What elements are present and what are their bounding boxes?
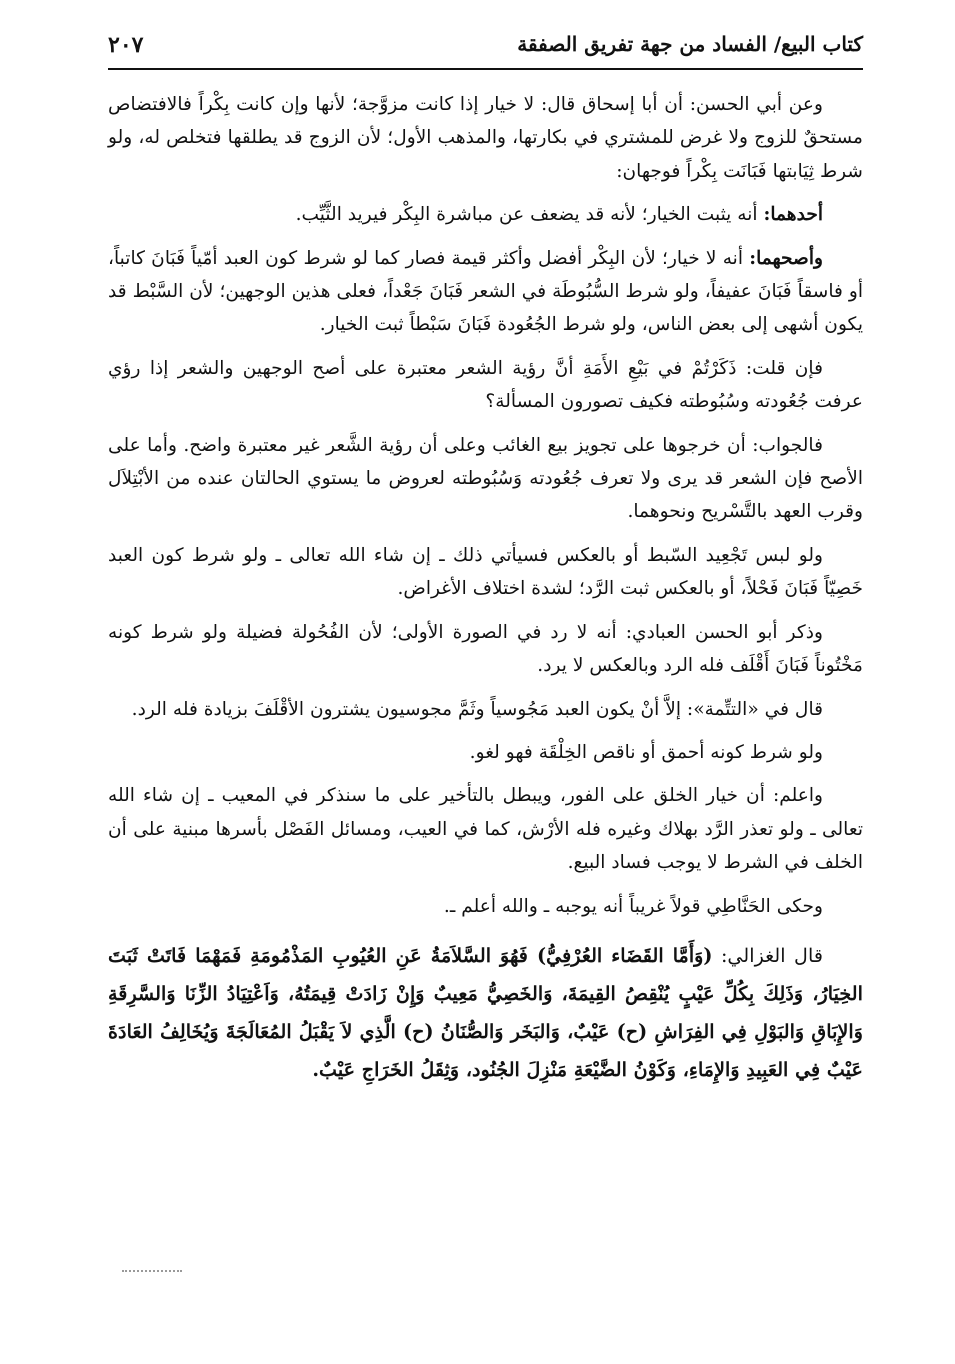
paragraph-11 (108, 890, 863, 923)
paragraph-5 (108, 429, 863, 529)
paragraph-lead: أحدهما: (763, 204, 823, 226)
paragraph-6 (108, 539, 863, 606)
footer-mark (122, 1270, 182, 1274)
paragraph-text: قال في «التتِّمة»: إلاَّ أنْ يكون العبد مَجُوسياً وثَمَّ مجوسيون يشترون الأقْلَفَ بزيادة فله الرد. (131, 698, 823, 720)
paragraph-text: أنه يثبت الخيار؛ لأنه قد يضعف عن مباشرة البِكْر فيريد الثَّيِّب. (295, 204, 764, 226)
page-body (108, 88, 863, 1099)
running-header (108, 28, 863, 70)
paragraph-9 (108, 736, 863, 769)
paragraph-3 (108, 242, 863, 342)
paragraph-lead: وأصحهما: (749, 247, 823, 269)
paragraph-2 (108, 198, 863, 231)
paragraph-7 (108, 616, 863, 683)
paragraph-4 (108, 352, 863, 419)
paragraph-text: ولو لبس تَجْعِيد السّبط أو بالعكس فسيأتي ذلك ـ إن شاء الله تعالى ـ ولو شرط كون العبد خَصِيّاً فَبَانَ فَحْلاً، أو بالعكس ثبت الرَّد؛ لشدة اختلاف الأغراض. (108, 544, 863, 600)
paragraph-text: وعن أبي الحسن: أن أبا إسحاق قال: لا خيار إذا كانت مزوَّجة؛ لأنها وإن كانت بِكْراً فالافتضاص مستحقٌ للزوج ولا غرض للمشتري في بكارتها، والمذهب الأول؛ لأن الزوج قد يطلقها فتخلص له، ولو شرط ثِيَابتها فَبَانَت بِكْراً فوجهان: (108, 94, 863, 182)
paragraph-text: وذكر أبو الحسن العبادي: أنه لا رد في الصورة الأولى؛ لأن الفُحُولة فضيلة ولو شرط كونه مَخْتُوناً فَبَانَ أَقْلَف فله الرد وبالعكس لا يرد. (108, 621, 863, 677)
paragraph-10 (108, 779, 863, 879)
quote-intro: قال الغزالي: (712, 943, 823, 967)
paragraph-text: فالجواب: أن خرجوها على تجويز بيع الغائب وعلى أن رؤية الشَّعر غير معتبرة واضح. وأما على الأصح فإن الشعر قد يرى ولا تعرف جُعُودته وَسُبُوطته لعروض ما يستوي الحالتان عنده من الأبْتِلاَل وقرب العهد بالتَّسْريح ونحوهما. (108, 434, 863, 523)
page-number: ٢٠٧ (108, 32, 144, 58)
running-title: كتاب البيع/ الفساد من جهة تفريق الصفقة (517, 32, 863, 56)
paragraph-text: أنه لا خيار؛ لأن البِكْر أفضل وأكثر قيمة فصار كما لو شرط كون العبد أمّياً فَبَانَ كاتباً، أو فاسقاً فَبَانَ عفيفاً، ولو شرط السُّبُوطَة في الشعر فَبَانَ جَعْداً، فعلى هذين الوجهين؛ لأن السَّبْط قد يكون أشهى إلى بعض الناس، ولو شرط الجُعُودة فَبَانَ سَبْطاً ثبت الخيار. (108, 247, 863, 336)
paragraph-8 (108, 693, 863, 726)
paragraph-text: فإن قلت: ذَكَرْتُمْ في بَيْعِ الأَمَةِ أنَّ رؤية الشعر معتبرة على أصح الوجهين والشعر إذا رؤي عرفت جُعُودته وسُبُوطته فكيف تصورون المسألة؟ (108, 357, 863, 413)
quote-text: (وَأَمَّا القَضَاء العُرْفِيُّ) فَهُوَ السَّلاَمَةُ عَنِ العُيُوبِ المَذْمُومَةِ فَمَهْمَا فَاتَتْ ثَبَتَ الخِيَارُ، وَذَلِكَ بِكُلِّ عَيْبٍ يُنْقِصُ القِيمَةَ، وَالخَصِيُّ مَعِيبٌ وَإِنْ زَادَتْ قِيمَتُهُ، وَاَعْتِيَادُ الزِّنَا وَالسَّرِقَةِ وَالإِبَاقِ وَالبَوْلِ فِي الفِرَاشِ (ح) عَيْبٌ، وَالبَخَر وَالصُّنَانُ (ح) الَّذِي لاَ يَقْبَلُ المُعَالَجَةَ وَيُخَالِفُ العَادَةَ عَيْبٌ فِي العَبِيدِ وَالإِمَاءِ، وَكَوْنُ الضَّيْعَةِ مَنْزِلَ الجُنُود، وَثِقَلُ الخَرَاجِ عَيْبٌ. (108, 943, 863, 1081)
paragraph-1 (108, 88, 863, 188)
paragraph-text: واعلم: أن خيار الخلق على الفور، ويبطل بالتأخير على ما سنذكر في المعيب ـ إن شاء الله تعالى ـ ولو تعذر الرَّد بهلاك وغيره فله الأرْش، كما في العيب، ومسائل الفَصْل بأسرها مبنية على أن الخلف في الشرط لا يوجب فساد البيع. (108, 785, 863, 874)
paragraph-text: وحكى الحَنَّاطِي قولاً غريباً أنه يوجبه ـ والله أعلم ـ. (443, 895, 823, 917)
paragraph-text: ولو شرط كونه أحمق أو ناقص الخِلْقَة فهو لغو. (469, 741, 823, 763)
ghazali-quote (108, 937, 863, 1089)
